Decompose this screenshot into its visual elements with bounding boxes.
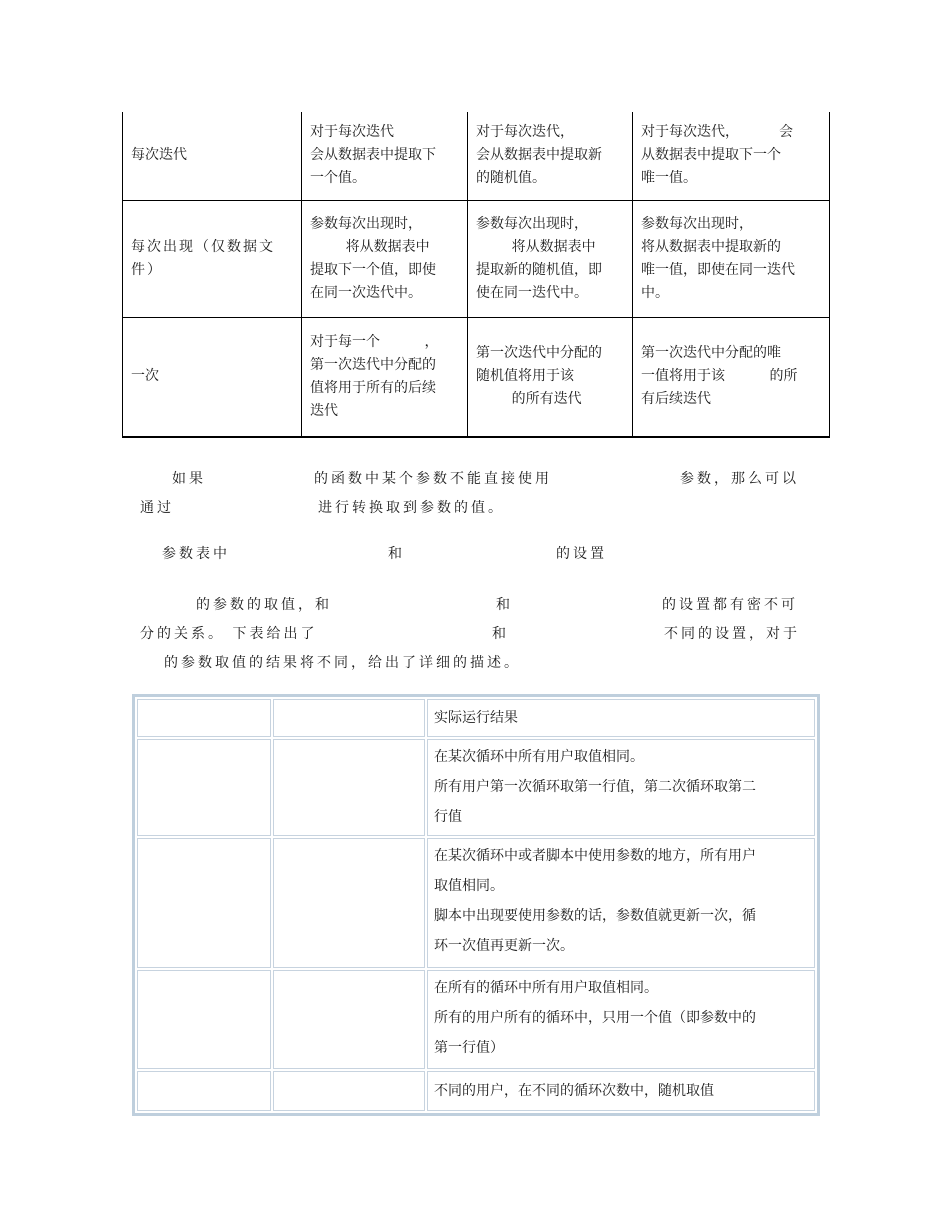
cell-line: 值将用于所有的后续: [310, 379, 436, 396]
cell-line: 参数每次出现时，: [641, 215, 753, 232]
cell-line: 对于每次迭代: [310, 124, 394, 141]
cell-line: 将从数据表中: [476, 238, 596, 255]
cell-line: 参数每次出现时，: [476, 215, 588, 232]
cell-line: 使在同一迭代中。: [476, 284, 588, 301]
text-fragment: 如果: [172, 471, 206, 487]
result-line: 环一次值再更新一次。: [434, 938, 574, 955]
text-fragment: 分的关系。 下表给出了: [140, 626, 318, 642]
cell-line: 在同一次迭代中。: [310, 284, 422, 301]
result-cell: [427, 970, 815, 1069]
result-line: 取值相同。: [434, 878, 504, 895]
table-row: [123, 317, 830, 437]
table-cell: [468, 317, 633, 437]
cell-line: 中。: [641, 284, 669, 301]
row-label: 每次迭代: [123, 112, 302, 200]
text-fragment: 参数表中: [162, 546, 230, 562]
cell-line: 的所有迭代: [476, 391, 582, 408]
result-line: 行值: [434, 809, 462, 826]
text-fragment: 的函数中某个参数不能直接使用: [314, 471, 552, 487]
text-fragment: 的参数的取值，和: [196, 597, 332, 613]
empty-cell: [273, 838, 425, 967]
table-row: [137, 970, 815, 1069]
update-value-table: [122, 112, 830, 438]
text-fragment: 不同的设置，对于: [664, 626, 800, 642]
empty-header-cell: [273, 699, 425, 737]
table-cell: [468, 200, 633, 317]
text-fragment: 进行转换取到参数的值。: [318, 500, 505, 516]
cell-line: 将从数据表中: [310, 238, 430, 255]
cell-line: 第一次迭代中分配的: [310, 356, 436, 373]
cell-line: 参数每次出现时，: [310, 215, 422, 232]
table-header-row: [137, 699, 815, 737]
cell-line: 会从数据表中提取下: [310, 147, 436, 164]
text-fragment: 参数，那么可以: [680, 471, 799, 487]
text-fragment: 和: [492, 626, 509, 642]
table-cell: [302, 112, 468, 200]
table-cell: [633, 112, 830, 200]
text-fragment: 和: [388, 546, 405, 562]
table-row: [123, 112, 830, 200]
result-line: 不同的用户，在不同的循环次数中，随机取值: [434, 1082, 714, 1099]
cell-line: 一值将用于该 的所: [641, 368, 798, 385]
row-label: 一次: [123, 317, 302, 437]
text-fragment: 的设置: [556, 546, 607, 562]
text-fragment: 和: [496, 597, 513, 613]
cell-line: 唯一值，即使在同一迭代: [641, 261, 795, 278]
result-cell: [427, 838, 815, 967]
result-line: 在某次循环中所有用户取值相同。: [434, 749, 644, 766]
result-line: 所有的用户所有的循环中，只用一个值（即参数中的: [434, 1009, 756, 1026]
cell-line: 对于每一个 ，: [310, 333, 439, 350]
text-fragment: 的参数取值的结果将不同，给出了详细的描述。: [164, 655, 521, 671]
result-cell: [427, 1071, 815, 1111]
cell-line: 从数据表中提取下一个: [641, 147, 781, 164]
table-row: [123, 200, 830, 317]
result-line: 在所有的循环中所有用户取值相同。: [434, 979, 658, 996]
table-cell: [302, 200, 468, 317]
result-cell: [427, 739, 815, 836]
cell-line: 随机值将用于该: [476, 368, 574, 385]
table-row: [137, 739, 815, 836]
table-cell: [302, 317, 468, 437]
table-row: [137, 838, 815, 967]
table-cell: [468, 112, 633, 200]
result-line: 在某次循环中或者脚本中使用参数的地方，所有用户: [434, 848, 756, 865]
empty-cell: [137, 1071, 271, 1111]
text-fragment: 通过: [140, 500, 174, 516]
row-label: 每次出现（仅数据文件）: [123, 200, 302, 317]
cell-line: 一个值。: [310, 170, 366, 187]
empty-cell: [137, 838, 271, 967]
empty-cell: [273, 1071, 425, 1111]
cell-line: 的随机值。: [476, 170, 546, 187]
cell-line: 对于每次迭代， 会: [641, 124, 794, 141]
header-cell: 实际运行结果: [427, 699, 815, 737]
cell-line: 有后续迭代: [641, 391, 711, 408]
cell-line: 对于每次迭代，: [476, 124, 574, 141]
result-line: 第一行值）: [434, 1039, 504, 1056]
cell-line: 第一次迭代中分配的唯: [641, 345, 781, 362]
empty-cell: [137, 970, 271, 1069]
result-line: 所有用户第一次循环取第一行值，第二次循环取第二: [434, 779, 756, 796]
table-row: [137, 1071, 815, 1111]
cell-line: 第一次迭代中分配的: [476, 345, 602, 362]
result-line: 脚本中出现要使用参数的话，参数值就更新一次，循: [434, 908, 756, 925]
table-cell: [633, 200, 830, 317]
cell-line: 迭代: [310, 402, 338, 419]
table-cell: [633, 317, 830, 437]
run-result-table: [132, 694, 820, 1116]
empty-cell: [273, 739, 425, 836]
empty-cell: [137, 739, 271, 836]
cell-line: 提取下一个值，即使: [310, 261, 436, 278]
cell-line: 会从数据表中提取新: [476, 147, 602, 164]
empty-header-cell: [137, 699, 271, 737]
text-fragment: 的设置都有密不可: [662, 597, 798, 613]
empty-cell: [273, 970, 425, 1069]
cell-line: 将从数据表中提取新的: [641, 238, 781, 255]
cell-line: 提取新的随机值，即: [476, 261, 602, 278]
cell-line: 唯一值。: [641, 170, 697, 187]
